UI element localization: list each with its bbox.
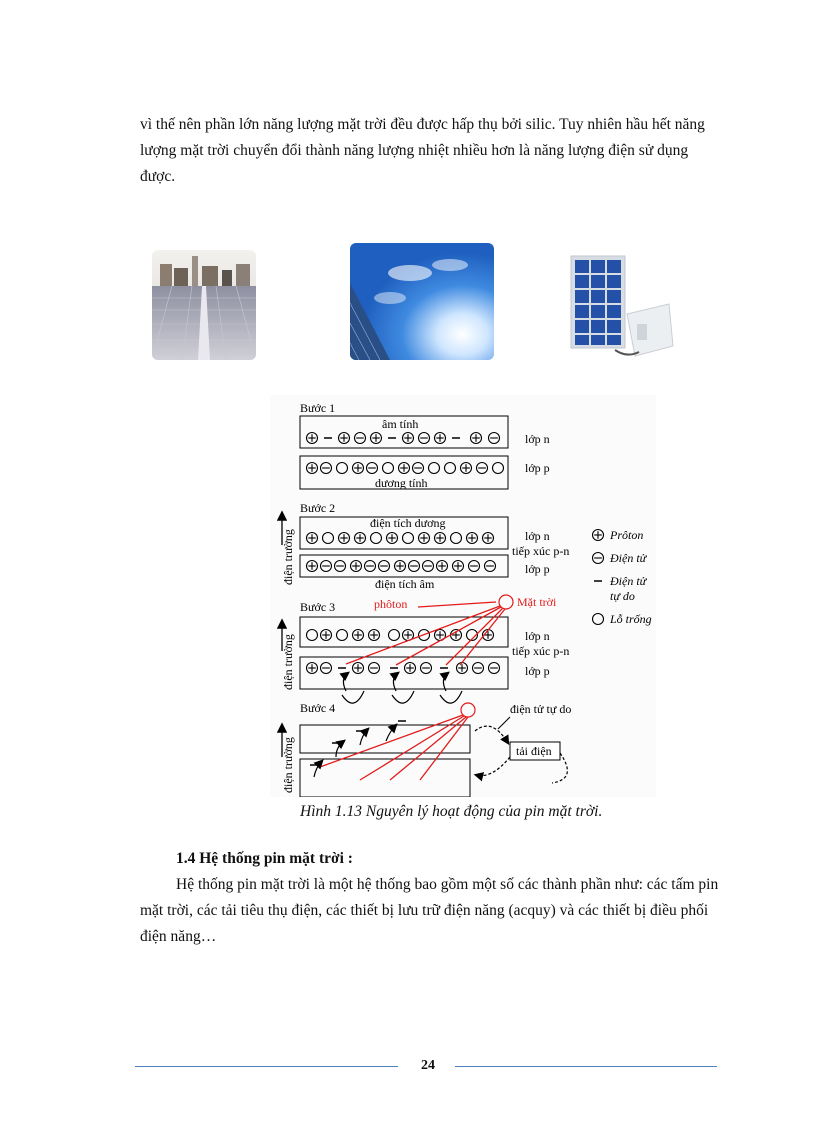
legend-dien-tu: Điện tử (610, 551, 647, 565)
label-dien-tich-am: điện tích âm (375, 577, 435, 591)
solar-rooftop-photo (152, 250, 256, 360)
paragraph-intro: vì thế nên phần lớn năng lượng mặt trời đều được hấp thụ bởi silic. Tuy nhiên hầu hết năng lượng mặt trời chuyển đổi thành năng lượng nhiệt nhiều hơn là năng lượng điện sử dụng được. (140, 116, 705, 185)
label-tiep-xuc-2: tiếp xúc p-n (512, 544, 570, 558)
label-dien-truong-3: điện trường (281, 634, 295, 690)
figure-caption: Hình 1.13 Nguyên lý hoạt động của pin mặt trời. (300, 803, 603, 820)
step-1-label: Bước 1 (300, 401, 336, 415)
label-dien-tu-tu-do: điện tử tự do (510, 702, 572, 716)
legend-lo-trong: Lỗ trống (610, 612, 652, 626)
step-3-label: Bước 3 (300, 600, 336, 614)
footer-line-right (455, 1066, 717, 1067)
label-tai-dien: tải điện (516, 744, 552, 758)
solar-cell-diagram (270, 395, 656, 797)
legend-dien-tu-tu-do-1: Điện tử (610, 574, 647, 588)
label-mat-troi-3: Mặt trời (517, 595, 557, 609)
legend-dien-tu-tu-do-2: tự do (610, 589, 635, 603)
label-photon: phôton (374, 597, 408, 611)
label-lop-n-3: lớp n (525, 629, 550, 643)
label-dien-truong-2: điện trường (281, 529, 295, 585)
page-number: 24 (421, 1058, 435, 1073)
legend-proton: Prôton (610, 528, 644, 542)
label-lop-n-2: lớp n (525, 529, 550, 543)
step-4-label: Bước 4 (300, 701, 336, 715)
footer-line-left (135, 1066, 398, 1067)
label-lop-p-2: lớp p (525, 562, 550, 576)
label-duong-tinh: dương tính (375, 476, 428, 490)
label-tiep-xuc-3: tiếp xúc p-n (512, 644, 570, 658)
solar-panel-sky-photo (350, 243, 494, 360)
paragraph-section: Hệ thống pin mặt trời là một hệ thống bao gồm một số các thành phần như: các tấm pin mặt trời, các tải tiêu thụ điện, các thiết bị lưu trữ điện năng (acquy) và các thiết bị điều phối điện năng… (140, 876, 719, 945)
label-lop-p-1: lớp p (525, 461, 550, 475)
solar-panel-device-photo (565, 252, 677, 360)
label-am-tinh: âm tính (382, 417, 419, 431)
section-heading: 1.4 Hệ thống pin mặt trời : (176, 850, 353, 867)
label-dien-truong-4: điện trường (281, 737, 295, 793)
label-lop-n-1: lớp n (525, 432, 550, 446)
label-dien-tich-duong: điện tích dương (370, 516, 446, 530)
label-lop-p-3: lớp p (525, 664, 550, 678)
step-2-label: Bước 2 (300, 501, 336, 515)
